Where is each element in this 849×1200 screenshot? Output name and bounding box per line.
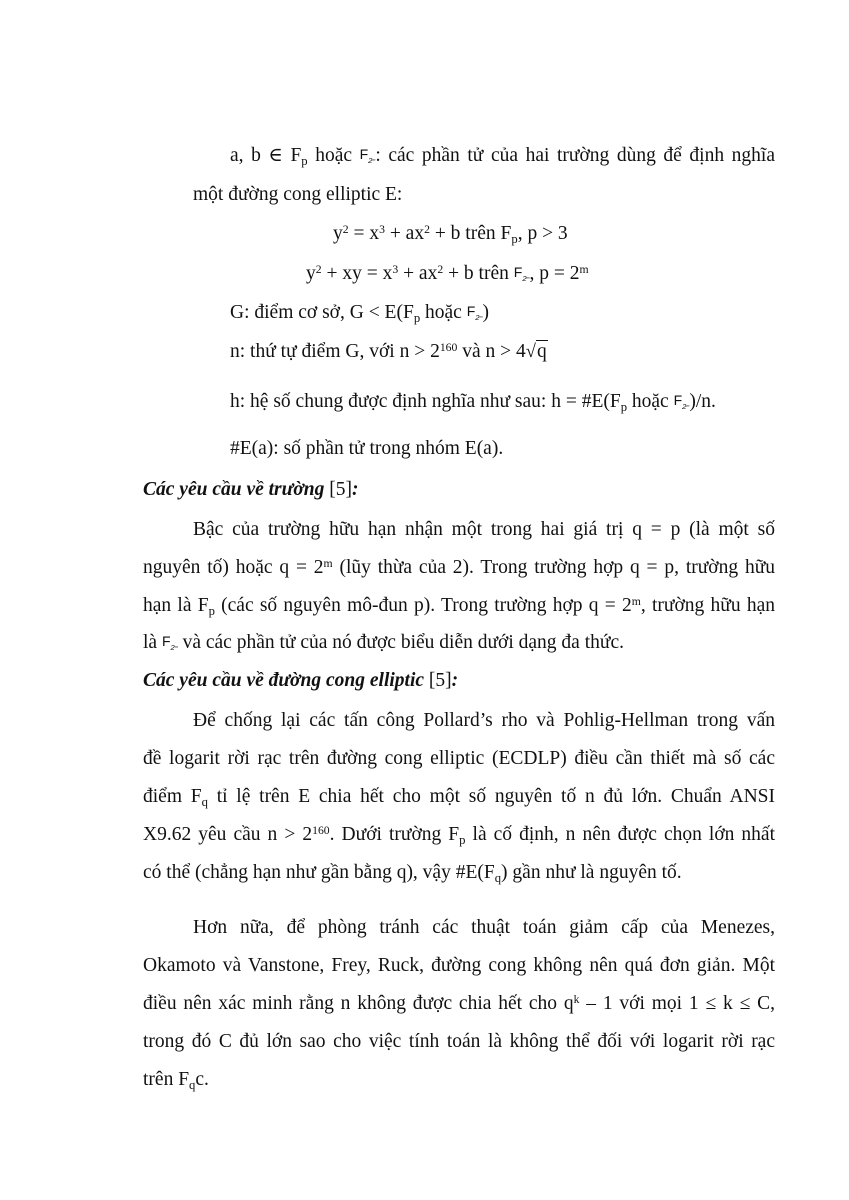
paragraph-line: có thể (chẳng hạn như gần bằng q), vậy $\#E(F_q)$ gần như là nguyên tố.	[143, 862, 682, 885]
paragraph-line: điểm $F_q$ tỉ lệ trên E chia hết cho một số nguyên tố n đủ lớn. Chuẩn ANSI	[143, 786, 775, 809]
paragraph-line: Hơn nữa, để phòng tránh các thuật toán giảm cấp của Menezes,	[193, 917, 775, 938]
def-G-line: G: điểm cơ sở, $G < E(F_p$ hoặc $F_{2^m}$)	[230, 302, 489, 325]
def-h-line: h: hệ số chung được định nghĩa như sau: $h = \#E(F_p$ hoặc $F_{2^m})/n$.	[230, 391, 716, 414]
paragraph-line: điều nên xác minh rằng n không được chia hết cho $q^k - 1$ với mọi 1 ≤ k ≤ C,	[143, 992, 775, 1014]
def-n-line: n: thứ tự điểm G, với $n > 2^{160}$ và n > 4√q	[230, 340, 547, 362]
paragraph-line: đề logarit rời rạc trên đường cong elliptic (ECDLP) điều cần thiết mà số các	[143, 748, 775, 769]
paragraph-line: là $F_{2^m}$ và các phần tử của nó được biểu diễn dưới dạng đa thức.	[143, 632, 624, 653]
citation-ref: [5]	[424, 670, 452, 691]
equation-2: $y^2$ + xy = $x^3 + ax^2 + b$ trên $F_{2^m}$, $p = 2^m$	[306, 262, 589, 284]
paragraph-line: Bậc của trường hữu hạn nhận một trong hai giá trị q = p (là một số	[193, 519, 775, 540]
field-f2m-symbol: $F_{2^m}$	[466, 303, 483, 322]
section-heading-curve-requirements: Các yêu cầu về đường cong elliptic [5]:	[143, 670, 459, 691]
citation-ref: [5]	[324, 479, 352, 500]
sqrt-q: √q	[525, 341, 547, 362]
paragraph-line: hạn là $F_p$ (các số nguyên mô-đun p). Trong trường hợp $q = 2^m$, trường hữu hạn	[143, 594, 775, 618]
paragraph-line: Để chống lại các tấn công Pollard’s rho và Pohlig-Hellman trong vấn	[193, 710, 775, 731]
field-f2m-symbol: $F_{2^m}$	[359, 146, 376, 165]
def-ab-continuation: một đường cong elliptic E:	[193, 184, 403, 205]
def-ab-line: a, b ∈ $F_p$ hoặc $F_{2^m}$: các phần tử của hai trường dùng để định nghĩa	[230, 145, 775, 168]
paragraph-line: Okamoto và Vanstone, Frey, Ruck, đường cong không nên quá đơn giản. Một	[143, 955, 775, 976]
field-f2m-symbol: $F_{2^m}$	[161, 633, 178, 652]
paragraph-line: X9.62 yêu cầu $n > 2^{160}$. Dưới trường $F_p$ là cố định, n nên được chọn lớn nhất	[143, 823, 775, 847]
field-f2m-symbol: $F_{2^m}$	[513, 264, 530, 283]
paragraph-line: nguyên tố) hoặc $q = 2^m$ (lũy thừa của 2). Trong trường hợp q = p, trường hữu	[143, 556, 776, 578]
paragraph-line: trên $F_qc$.	[143, 1069, 209, 1092]
field-f2m-symbol: $F_{2^m}$	[673, 392, 690, 411]
equation-1: $y^2 = x^3 + ax^2 + b$ trên $F_p$, p > 3	[333, 222, 568, 246]
def-E-line: #E(a): số phần tử trong nhóm E(a).	[230, 438, 504, 459]
section-heading-field-requirements: Các yêu cầu về trường [5]:	[143, 479, 359, 500]
paragraph-line: trong đó C đủ lớn sao cho việc tính toán là không thể đối với logarit rời rạc	[143, 1031, 775, 1052]
